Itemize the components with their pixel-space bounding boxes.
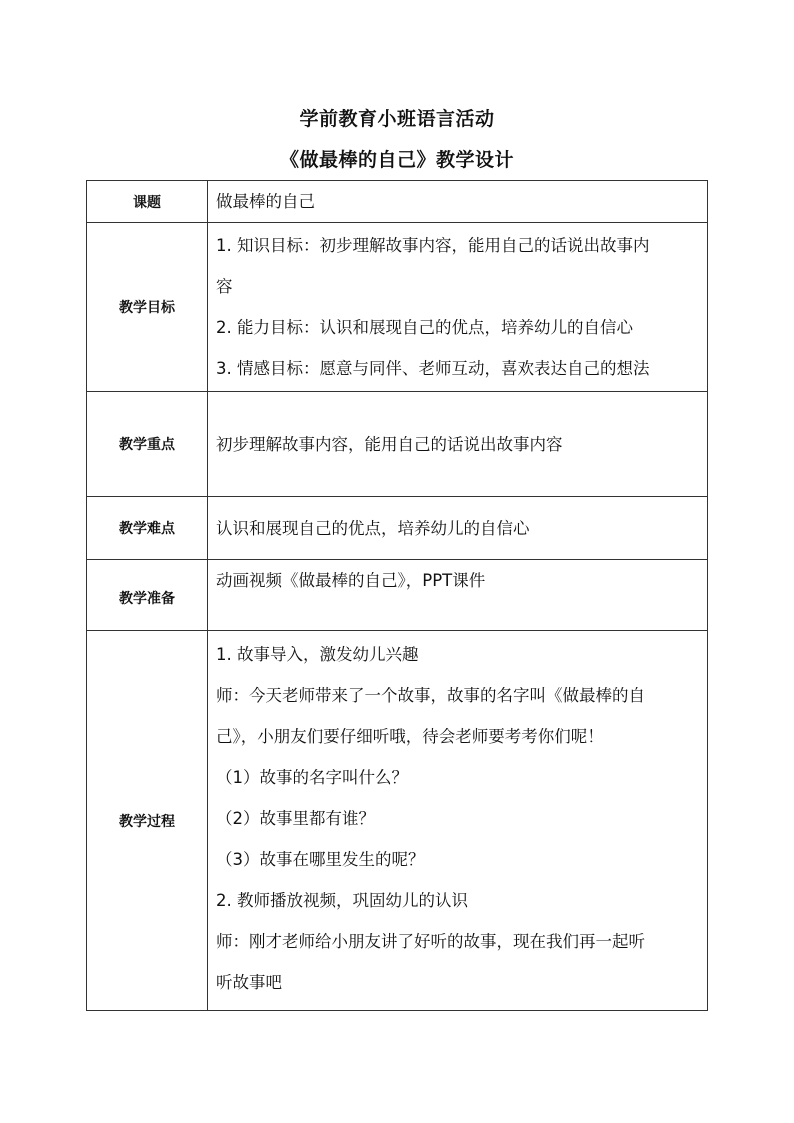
- goals-content: [208, 223, 708, 392]
- document-title: 学前教育小班语言活动: [299, 108, 495, 130]
- difficulty-text: 认识和展现自己的优点，培养幼儿的自信心: [216, 518, 530, 538]
- goal-line: 3. 情感目标：愿意与同伴、老师互动，喜欢表达自己的想法: [216, 359, 650, 378]
- process-line: 听故事吧: [216, 973, 282, 992]
- preparation-content: [208, 560, 708, 631]
- process-line: （2）故事里都有谁？: [216, 809, 375, 828]
- difficulty-label: 教学难点: [87, 497, 208, 560]
- table-row-goals: [87, 223, 708, 392]
- process-line: 2. 教师播放视频，巩固幼儿的认识: [216, 891, 468, 910]
- table-row-topic: [87, 181, 708, 223]
- document-subtitle: 《做最棒的自己》教学设计: [279, 149, 514, 171]
- goal-line: 容: [216, 277, 233, 296]
- goal-line: 1. 知识目标：初步理解故事内容，能用自己的话说出故事内: [216, 236, 650, 255]
- difficulty-content: [208, 497, 708, 560]
- preparation-text: 动画视频《做最棒的自己》，PPT课件: [216, 571, 486, 590]
- process-line: 师：今天老师带来了一个故事，故事的名字叫《做最棒的自: [216, 686, 645, 705]
- process-line: 己》，小朋友们要仔细听哦，待会老师要考考你们呢！: [216, 727, 604, 746]
- process-line: （3）故事在哪里发生的呢？: [216, 850, 425, 869]
- goal-line: 2. 能力目标：认识和展现自己的优点，培养幼儿的自信心: [216, 318, 633, 337]
- topic-content: [208, 181, 708, 223]
- table-row-process: [87, 631, 708, 1011]
- topic-label: 课题: [87, 181, 208, 223]
- lesson-plan-table: [86, 180, 708, 1011]
- table-row-focus: [87, 392, 708, 497]
- process-line: 师：刚才老师给小朋友讲了好听的故事，现在我们再一起听: [216, 932, 645, 951]
- process-line: （1）故事的名字叫什么？: [216, 768, 408, 787]
- process-line: 1. 故事导入，激发幼儿兴趣: [216, 645, 419, 664]
- preparation-label: 教学准备: [87, 560, 208, 631]
- focus-content: [208, 392, 708, 497]
- process-content: [208, 631, 708, 1011]
- focus-text: 初步理解故事内容，能用自己的话说出故事内容: [216, 434, 563, 454]
- process-label: 教学过程: [87, 631, 208, 1011]
- goals-label: 教学目标: [87, 223, 208, 392]
- table-row-preparation: [87, 560, 708, 631]
- table-row-difficulty: [87, 497, 708, 560]
- focus-label: 教学重点: [87, 392, 208, 497]
- topic-text: 做最棒的自己: [216, 192, 315, 211]
